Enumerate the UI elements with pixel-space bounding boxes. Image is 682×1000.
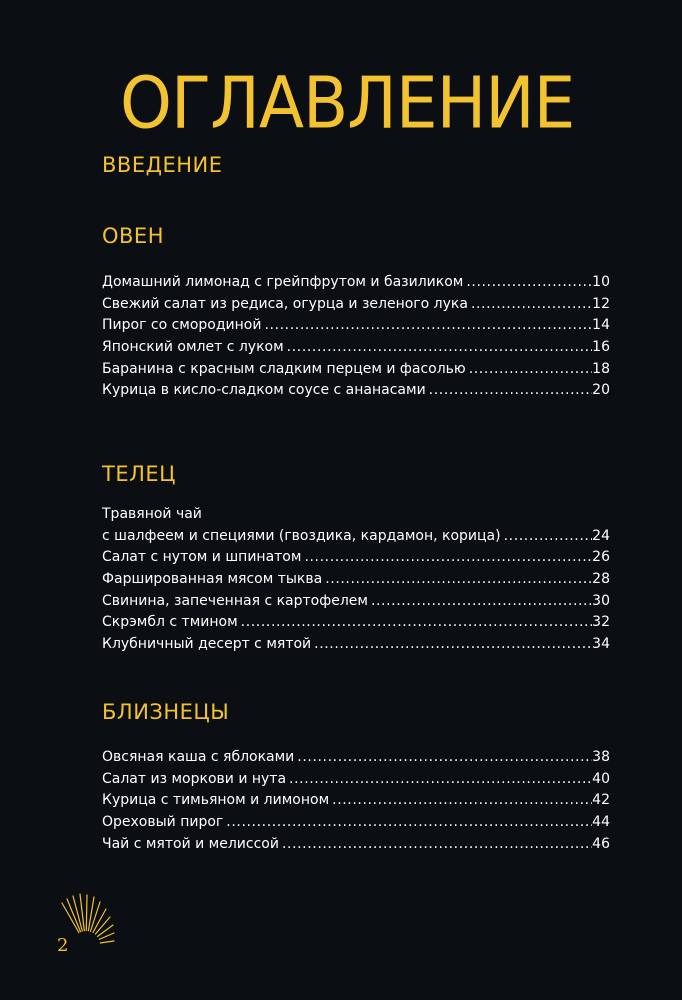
dot-leader [284,337,593,359]
toc-entry-title: Овсяная каша с яблоками [102,749,295,765]
dot-leader [466,359,592,381]
toc-entry-page: 46 [592,835,610,852]
dot-leader [329,790,592,812]
toc-entry-title: Пирог со смородиной [102,317,262,334]
toc-entry-title: Травяной чай [102,506,202,522]
toc-entry-title: Домашний лимонад с грейпфрутом и базиликом [102,274,464,290]
page-number: 2 [57,935,69,956]
toc-entry-title: Свинина, запеченная с картофелем [102,592,368,609]
toc-entry[interactable] [102,769,610,791]
toc-entry[interactable] [102,569,610,591]
toc-entry[interactable] [102,790,610,812]
toc-entry[interactable] [102,747,610,769]
toc-entry-title: Скрэмбл с тмином [102,614,238,631]
dot-leader [501,526,593,548]
toc-entry-title: Курица с тимьяном и лимоном [102,792,330,809]
toc-entry-page: 16 [592,339,610,356]
toc-entry-title: Салат с нутом и шпинатом [102,549,302,566]
toc-entry-page: 12 [592,295,610,312]
toc-entry-page: 26 [592,549,610,566]
dot-leader [223,812,592,834]
toc-entry[interactable] [102,337,610,359]
toc-list-taurus [102,504,610,656]
toc-entry[interactable] [102,294,610,316]
toc-entry[interactable] [102,380,610,402]
toc-entry-title: Свежий салат из редиса, огурца и зеленого лука [102,295,468,312]
toc-entry[interactable] [102,315,610,337]
toc-entry-title: Фаршированная мясом тыква [102,571,323,588]
toc-entry-page: 44 [592,814,610,831]
dot-leader [468,294,592,316]
dot-leader [368,591,592,613]
dot-leader [463,272,592,294]
section-heading-introduction[interactable]: ВВЕДЕНИЕ [102,153,223,177]
toc-entry[interactable] [102,612,610,634]
page-title: ОГЛАВЛЕНИЕ [120,61,575,145]
dot-leader [238,612,593,634]
section-heading-taurus[interactable]: ТЕЛЕЦ [102,462,176,486]
toc-entry[interactable] [102,834,610,856]
dot-leader [301,547,592,569]
dot-leader [322,569,592,591]
toc-entry-page: 30 [592,592,610,609]
toc-entry-title: Баранина с красным сладким перцем и фасолью [102,360,466,377]
dot-leader [261,315,592,337]
toc-entry-page: 42 [592,792,610,809]
toc-entry-page: 20 [592,382,610,399]
toc-entry[interactable] [102,812,610,834]
toc-entry-page: 34 [592,636,610,653]
toc-entry-page: 14 [592,317,610,334]
section-heading-aries[interactable]: ОВЕН [102,224,164,248]
toc-entry-title: Курица в кисло-сладком соусе с ананасами [102,382,426,399]
toc-entry[interactable] [102,547,610,569]
dot-leader [286,769,592,791]
dot-leader [311,634,592,656]
toc-entry-title: с шалфеем и специями (гвоздика, кардамон, корица) [102,527,501,544]
dot-leader [426,380,593,402]
toc-entry-page: 38 [592,749,610,765]
toc-entry[interactable] [102,504,610,526]
toc-entry-title: Чай с мятой и мелиссой [102,835,279,852]
toc-entry-page: 10 [592,274,610,290]
toc-entry-page: 40 [592,770,610,787]
toc-entry-page: 32 [592,614,610,631]
toc-entry[interactable] [102,526,610,548]
section-heading-gemini[interactable]: БЛИЗНЕЦЫ [102,700,230,724]
toc-entry-title: Клубничный десерт с мятой [102,636,312,653]
toc-entry-title: Японский омлет с луком [102,339,284,356]
toc-entry[interactable] [102,634,610,656]
toc-entry[interactable] [102,272,610,294]
toc-entry[interactable] [102,591,610,613]
toc-list-aries [102,272,610,402]
toc-list-gemini [102,747,610,855]
toc-entry[interactable] [102,359,610,381]
toc-entry-title: Салат из моркови и нута [102,770,287,787]
toc-entry-page: 24 [592,527,610,544]
toc-entry-page: 18 [592,360,610,377]
dot-leader [279,834,592,856]
dot-leader [294,747,592,769]
toc-entry-title: Ореховый пирог [102,814,224,831]
toc-entry-page: 28 [592,571,610,588]
